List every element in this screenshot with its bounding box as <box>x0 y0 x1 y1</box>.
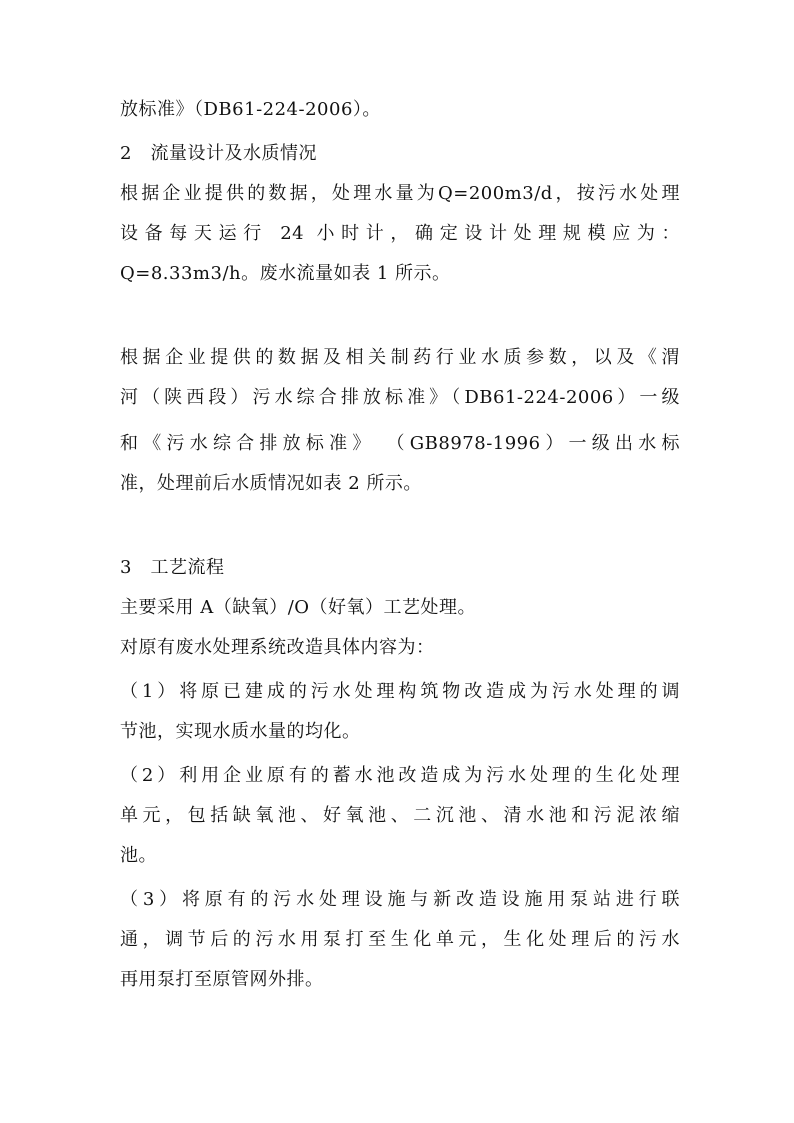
section-2-para-1-line-2: 设备每天运行 24 小时计，确定设计处理规模应为： <box>120 223 680 244</box>
section-3-item-2-line-1: （2）利用企业原有的蓄水池改造成为污水处理的生化处理 <box>120 765 680 786</box>
section-3-item-1-line-1: （1）将原已建成的污水处理构筑物改造成为污水处理的调 <box>120 681 680 702</box>
section-2-para-2-line-4: 准，处理前后水质情况如表 2 所示。 <box>120 473 422 494</box>
section-2-heading: 2 流量设计及水质情况 <box>120 143 317 164</box>
section-2-para-1-line-3: Q=8.33m3/h。废水流量如表 1 所示。 <box>120 263 451 284</box>
section-2-para-2-line-3: 和《污水综合排放标准》 （GB8978-1996）一级出水标 <box>120 433 680 454</box>
section-3-intro-2: 对原有废水处理系统改造具体内容为： <box>120 637 435 658</box>
section-3-intro-1: 主要采用 A（缺氧）/O（好氧）工艺处理。 <box>120 597 477 618</box>
continuation-line: 放标准》（DB61-224-2006）。 <box>120 99 381 120</box>
section-3-item-3-line-1: （3）将原有的污水处理设施与新改造设施用泵站进行联 <box>120 889 680 910</box>
section-3-item-2-line-2: 单元，包括缺氧池、好氧池、二沉池、清水池和污泥浓缩 <box>120 805 680 826</box>
section-3-heading: 3 工艺流程 <box>120 557 225 578</box>
section-3-item-3-line-2: 通，调节后的污水用泵打至生化单元，生化处理后的污水 <box>120 929 680 950</box>
section-2-para-2-line-1: 根据企业提供的数据及相关制药行业水质参数，以及《渭 <box>120 347 680 368</box>
section-3-item-2-line-3: 池。 <box>120 845 157 866</box>
section-2-para-2-line-2: 河（陕西段）污水综合排放标准》（DB61-224-2006）一级 <box>120 387 680 408</box>
section-3-item-1-line-2: 节池，实现水质水量的均化。 <box>120 721 361 742</box>
section-3-item-3-line-3: 再用泵打至原管网外排。 <box>120 969 324 990</box>
section-2-para-1-line-1: 根据企业提供的数据，处理水量为Q=200m3/d，按污水处理 <box>120 183 680 204</box>
